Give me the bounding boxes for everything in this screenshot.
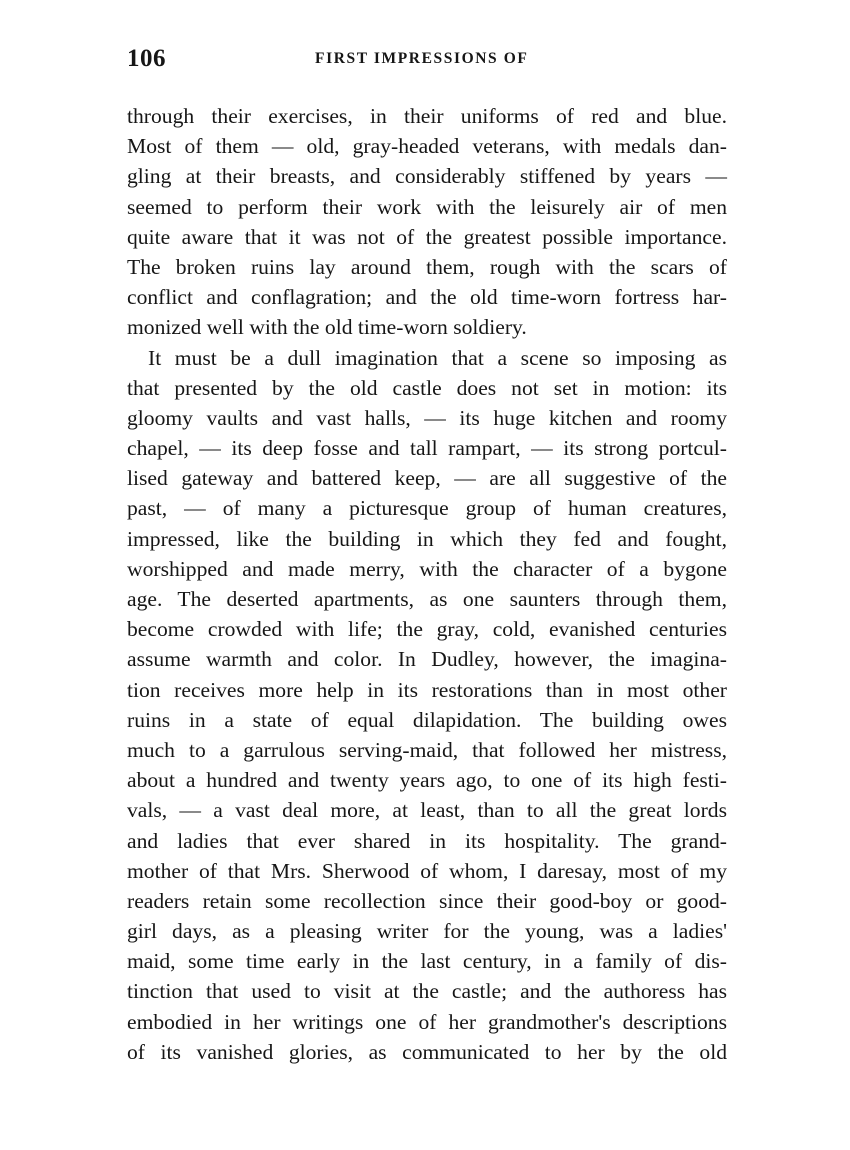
text-line: conflict and conflagration; and the old time-worn fortress har-: [127, 285, 727, 310]
text-line: Most of them — old, gray-headed veterans, with medals dan-: [127, 134, 727, 159]
paragraph: [127, 343, 727, 1068]
paragraph: [127, 101, 727, 343]
text-line: tinction that used to visit at the castle; and the authoress has: [127, 979, 727, 1004]
text-line: that presented by the old castle does not set in motion: its: [127, 375, 727, 400]
text-line: girl days, as a pleasing writer for the young, was a ladies': [127, 919, 727, 944]
text-line: age. The deserted apartments, as one saunters through them,: [127, 587, 727, 611]
running-head-title: FIRST IMPRESSIONS OF: [315, 50, 529, 67]
text-line: gloomy vaults and vast halls, — its huge kitchen and roomy: [127, 405, 727, 430]
text-line: tion receives more help in its restorations than in most other: [127, 677, 727, 702]
text-line: impressed, like the building in which they fed and fought,: [127, 526, 727, 551]
text-line: mother of that Mrs. Sherwood of whom, I daresay, most of my: [127, 858, 727, 883]
body-text: [127, 101, 727, 1067]
text-line: worshipped and made merry, with the character of a bygone: [127, 556, 727, 581]
text-line: much to a garrulous serving-maid, that followed her mistress,: [127, 737, 727, 762]
text-line: chapel, — its deep fosse and tall rampart, — its strong portcul-: [127, 436, 727, 461]
text-line: The broken ruins lay around them, rough with the scars of: [127, 254, 727, 279]
text-line: quite aware that it was not of the greatest possible importance.: [127, 224, 727, 249]
text-line: embodied in her writings one of her grandmother's descriptions: [127, 1009, 727, 1034]
text-line: It must be a dull imagination that a scene so imposing as: [148, 345, 727, 370]
text-line: monized well with the old time-worn soldiery.: [127, 315, 527, 340]
page-number: 106: [127, 45, 166, 72]
text-line: gling at their breasts, and considerably stiffened by years —: [127, 164, 727, 189]
text-line: lised gateway and battered keep, — are all suggestive of the: [127, 466, 727, 491]
text-line: about a hundred and twenty years ago, to one of its high festi-: [127, 768, 727, 793]
text-line: maid, some time early in the last century, in a family of dis-: [127, 949, 727, 974]
text-line: ruins in a state of equal dilapidation. The building owes: [127, 707, 727, 732]
text-line: and ladies that ever shared in its hospitality. The grand-: [127, 828, 727, 853]
text-line: vals, — a vast deal more, at least, than to all the great lords: [127, 798, 727, 823]
text-line: past, — of many a picturesque group of human creatures,: [127, 496, 727, 521]
text-line: become crowded with life; the gray, cold, evanished centuries: [127, 617, 727, 642]
text-line: readers retain some recollection since their good-boy or good-: [127, 888, 727, 913]
running-head: [127, 44, 727, 74]
text-line: assume warmth and color. In Dudley, however, the imagina-: [127, 647, 727, 672]
text-line: seemed to perform their work with the leisurely air of men: [127, 194, 727, 219]
text-line: of its vanished glories, as communicated to her by the old: [127, 1039, 727, 1064]
text-line: through their exercises, in their uniforms of red and blue.: [127, 104, 727, 128]
